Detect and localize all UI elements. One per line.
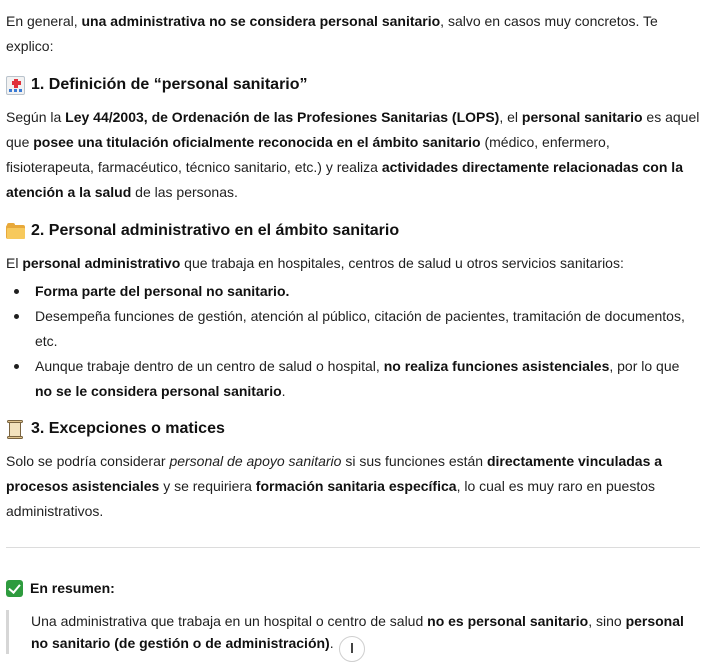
section-1-paragraph: Según la Ley 44/2003, de Ordenación de las Profesiones Sanitarias (LOPS), el personal sanitario es aquel que posee una titulación oficialmente reconocida en el ámbito sanitario (médico, enfermero, fisioterapeuta, farmacéutico, técnico sanitario, etc.) y realiza actividades directamente relacionadas con la atención a la salud de las personas. [6, 109, 700, 200]
folder-icon [6, 222, 25, 241]
scroll-icon [6, 420, 25, 439]
check-mark-icon [6, 580, 23, 597]
list-item: Forma parte del personal no sanitario. [6, 279, 700, 304]
hospital-icon [6, 76, 25, 95]
list-item: Desempeña funciones de gestión, atención al público, citación de pacientes, tramitación de documentos, etc. [6, 304, 700, 354]
chat-response [6, 0, 700, 654]
section-3-paragraph: Solo se podría considerar personal de apoyo sanitario si sus funciones están directamente vinculadas a procesos asistenciales y se requiriera formación sanitaria específica, lo cual es muy raro en puestos administrativos. [6, 453, 663, 519]
intro-paragraph [6, 9, 700, 59]
summary-title: En resumen: [30, 580, 115, 596]
divider [6, 547, 700, 548]
section-3-title: 3. Excepciones o matices [31, 420, 225, 437]
section-2-title: 2. Personal administrativo en el ámbito sanitario [31, 222, 400, 239]
intro-text-end: , salvo en casos muy concretos. Te explico: [6, 13, 658, 54]
scroll-to-bottom-button[interactable] [339, 636, 365, 662]
section-1-title: 1. Definición de “personal sanitario” [31, 76, 308, 93]
section-2-list [6, 279, 700, 404]
list-item: Aunque trabaje dentro de un centro de salud o hospital, no realiza funciones asistenciales, por lo que no se le considera personal sanitario. [6, 354, 700, 404]
section-1-heading [6, 74, 700, 96]
section-2-paragraph: El personal administrativo que trabaja en hospitales, centros de salud u otros servicios sanitarios: [6, 255, 624, 271]
summary-quote: Una administrativa que trabaja en un hospital o centro de salud no es personal sanitario, sino personal no sanitario (de gestión o de administración). [6, 610, 700, 654]
section-3-heading [6, 418, 700, 440]
intro-bold: una administrativa no se considera personal sanitario [81, 13, 441, 29]
summary-heading [6, 578, 700, 598]
section-2-heading [6, 220, 700, 242]
intro-text: En general, [6, 13, 82, 29]
